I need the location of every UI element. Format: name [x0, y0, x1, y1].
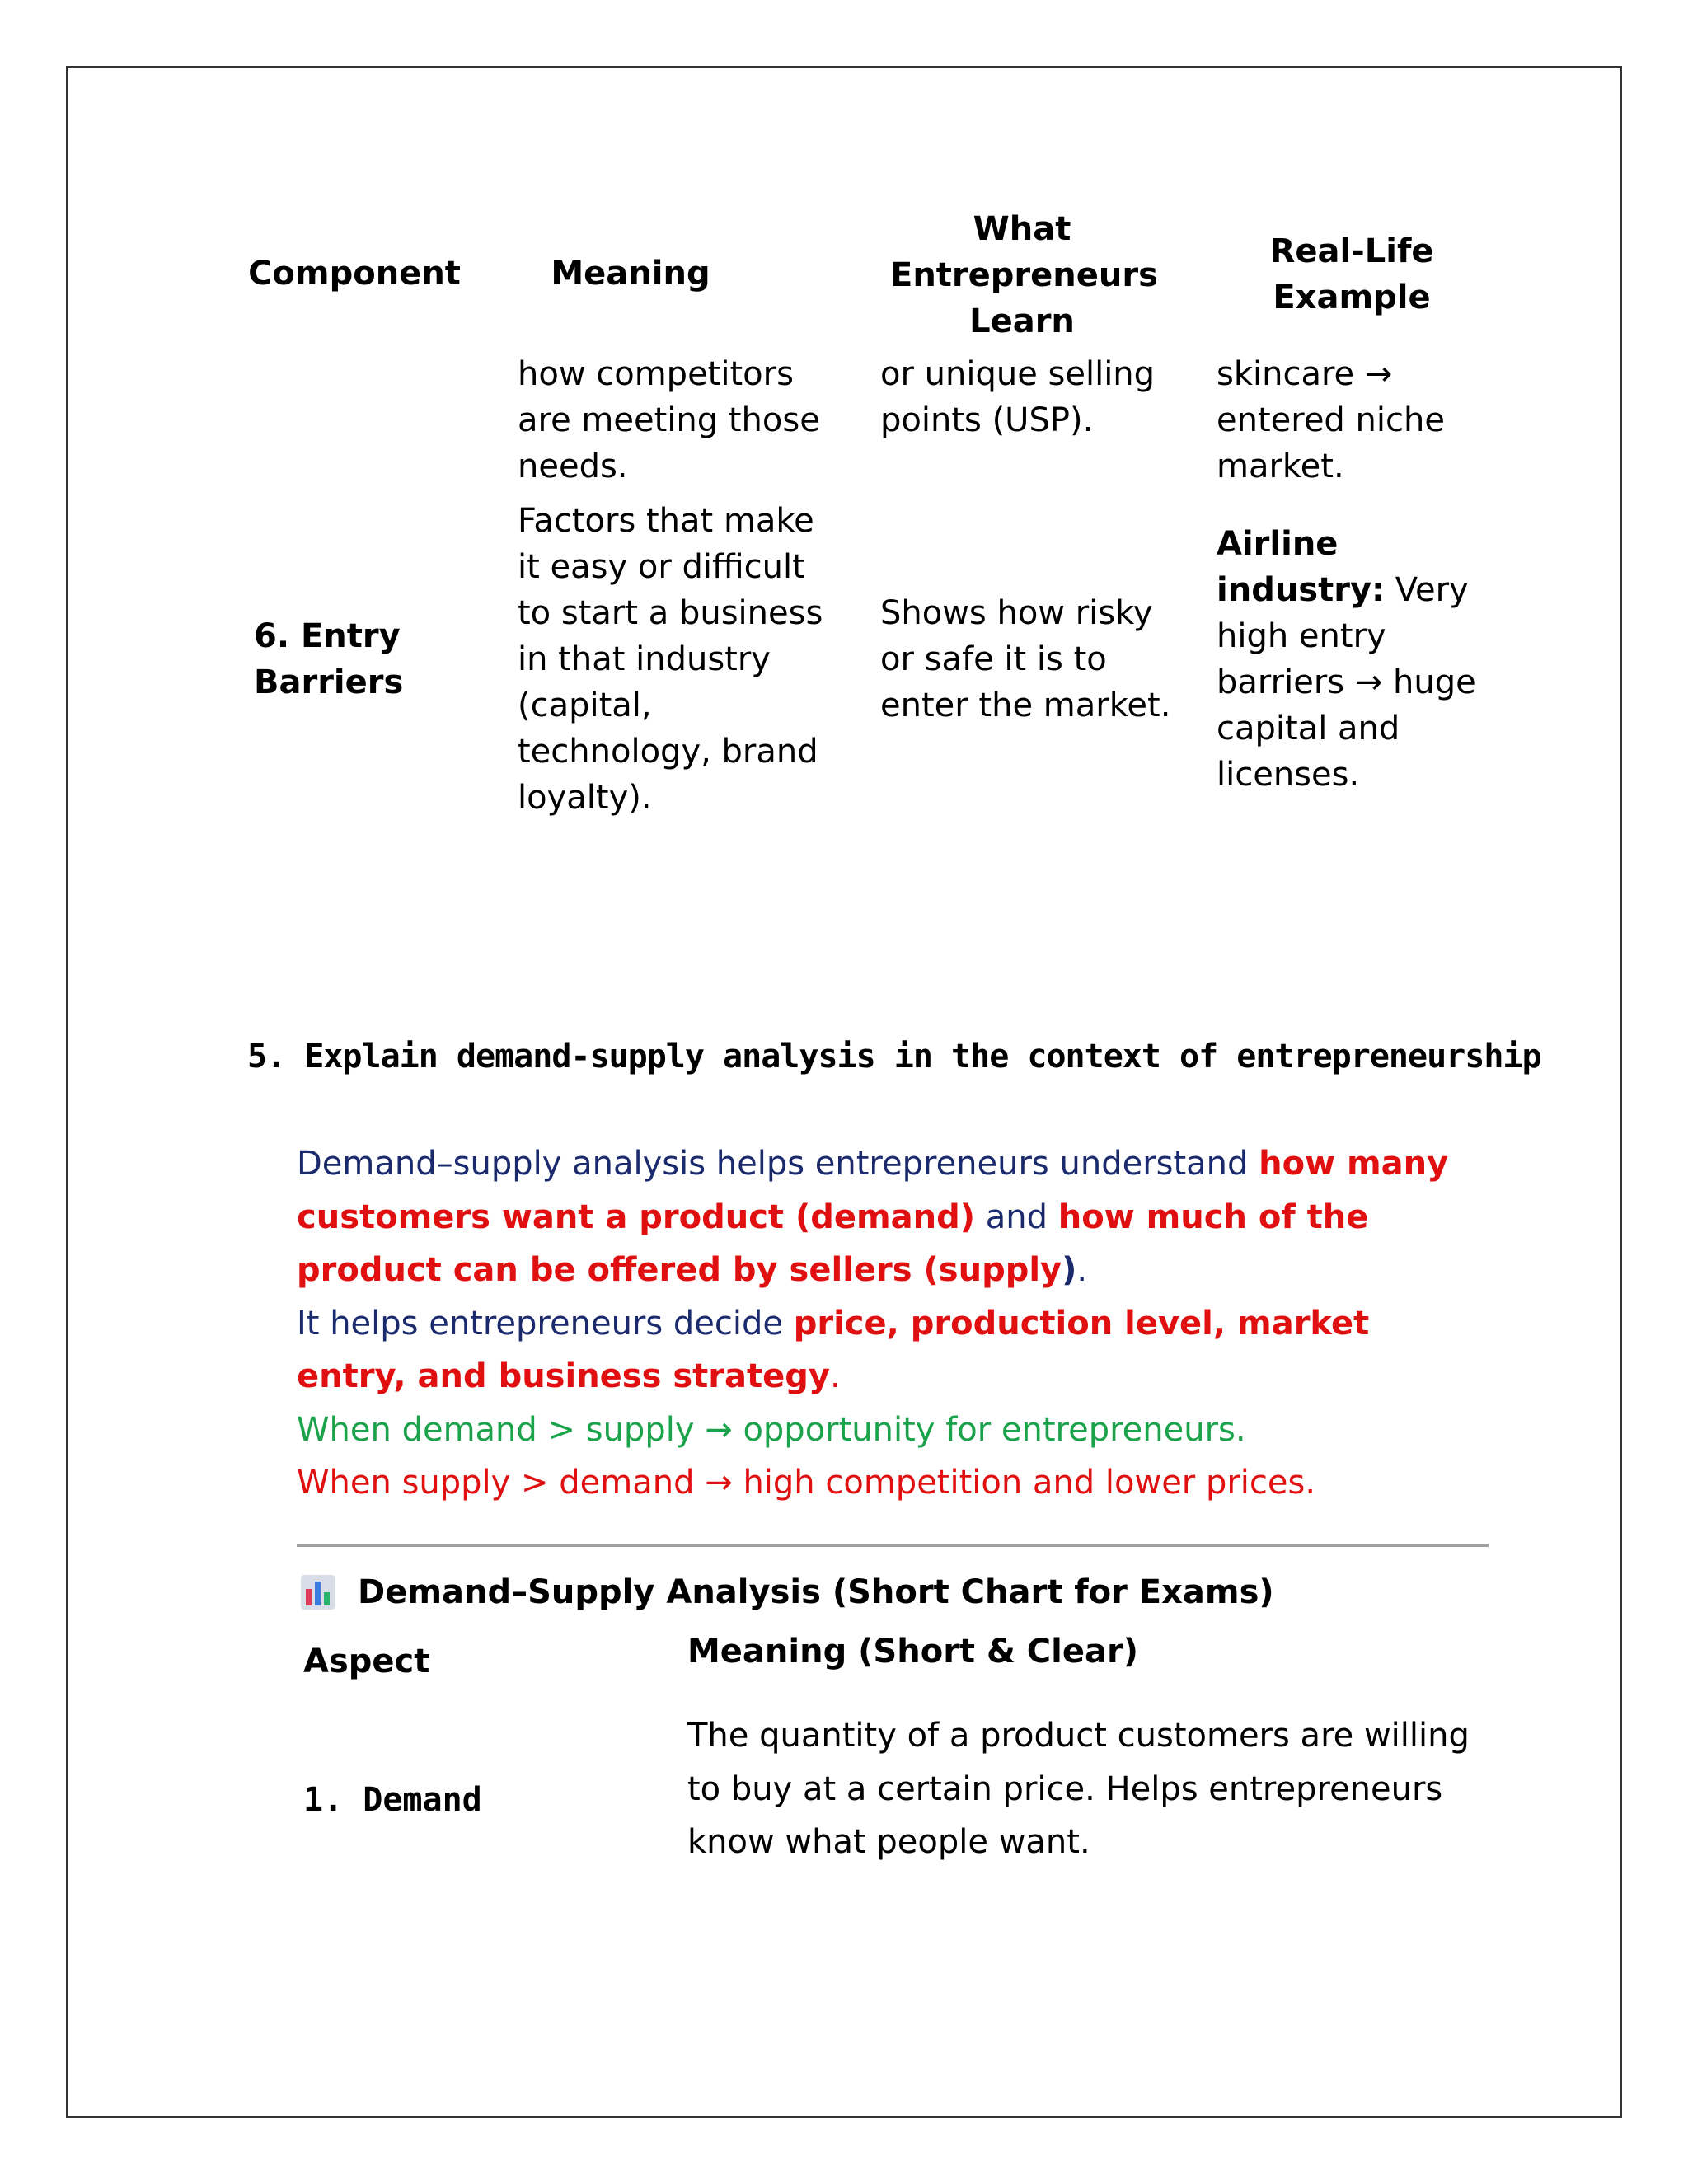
demand-supply-paragraph: [297, 1137, 1484, 1510]
entry-barriers-example-cell: [1217, 521, 1480, 798]
continued-meaning-cell: how competitors are meeting those needs.: [518, 355, 820, 485]
example-bold-label: Airline industry:: [1217, 525, 1386, 609]
header-real-life-example: Real-Life Example: [1269, 232, 1434, 316]
header-meaning: Meaning: [551, 255, 710, 293]
p1-supply-emphasis: how much of the product can be offered by sellers (supply: [297, 1197, 1369, 1289]
p1-period: .: [1076, 1251, 1088, 1289]
header-what-entrepreneurs-learn: What Entrepreneurs Learn: [890, 210, 1158, 340]
header-component: Component: [248, 255, 461, 293]
p1-demand-emphasis: how many customers want a product (demand): [297, 1145, 1449, 1236]
supply-greater-line: When supply > demand → high competition and lower prices.: [297, 1464, 1316, 1502]
demand-greater-line: When demand > supply → opportunity for entrepreneurs.: [297, 1410, 1246, 1449]
question-title: 5. Explain demand-supply analysis in the context of entrepreneurship: [247, 1038, 1541, 1076]
aspect-header: Aspect: [303, 1643, 430, 1680]
p2-decisions-emphasis: price, production level, market entry, and business strategy: [297, 1304, 1370, 1395]
p2-intro: It helps entrepreneurs decide: [297, 1304, 794, 1343]
p1-and: and: [975, 1197, 1058, 1236]
continued-example-cell: skincare → entered niche market.: [1217, 355, 1445, 485]
entry-barriers-component-cell: 6. Entry Barriers: [254, 617, 404, 701]
bar-chart-icon: [300, 1574, 336, 1610]
horizontal-rule: [297, 1544, 1489, 1547]
demand-aspect-cell: 1. Demand: [303, 1781, 482, 1819]
p1-close-paren: ): [1062, 1251, 1077, 1289]
entry-barriers-learn-cell: Shows how risky or safe it is to enter the market.: [880, 594, 1171, 724]
meaning-header: Meaning (Short & Clear): [687, 1633, 1138, 1671]
chart-title: Demand–Supply Analysis (Short Chart for Exams): [358, 1573, 1274, 1611]
entry-barriers-meaning-cell: Factors that make it easy or difficult to start a business in that industry (capital, technology, brand loyalty).: [518, 502, 823, 817]
example-rest-text: Very high entry barriers → huge capital and licenses.: [1217, 571, 1476, 794]
p1-intro: Demand–supply analysis helps entrepreneurs understand: [297, 1145, 1259, 1183]
p2-period: .: [829, 1357, 841, 1395]
demand-meaning-cell: The quantity of a product customers are willing to buy at a certain price. Helps entrepreneurs know what people want.: [687, 1717, 1470, 1861]
continued-learn-cell: or unique selling points (USP).: [880, 355, 1156, 439]
